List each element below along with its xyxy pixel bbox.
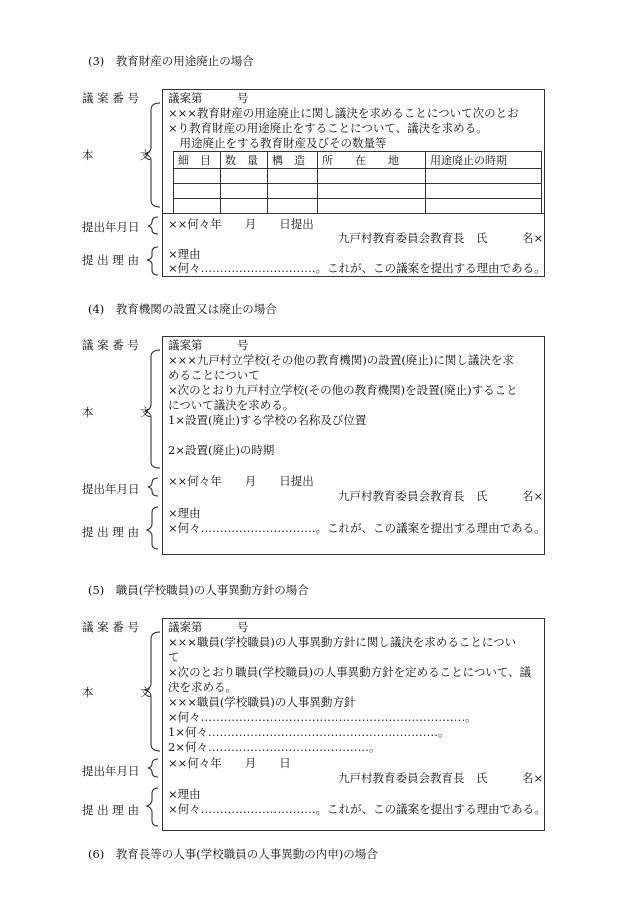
body-line: ×××九戸村立学校(その他の教育機関)の設置(廃止)に関し議決を求 (168, 353, 514, 367)
bracket-date-3 (148, 217, 158, 234)
body-line: ×次のとおり九戸村立学校(その他の教育機関)を設置(廃止)すること (168, 383, 518, 397)
body-line: について議決を求める。 (168, 398, 295, 412)
bill-number-line: 議案第 号 (168, 91, 249, 105)
label-body: 本 文 (82, 148, 151, 162)
column-header: 数 量 (221, 152, 268, 169)
body-line: 1×設置(廃止)する学校の名称及び位置 (168, 413, 367, 427)
label-number: 議 案 番 号 (82, 91, 139, 105)
body-line: 用途廃止をする教育財産及びその数量等 (168, 136, 387, 150)
label-date: 提出年月日 (82, 482, 140, 496)
column-header: 所 在 地 (318, 152, 426, 169)
body-line: ×何々……………………………………………………………。 (168, 710, 477, 724)
section-6-heading: (6) 教育長等の人事(学校職員の人事異動の内申)の場合 (88, 847, 378, 861)
label-number: 議 案 番 号 (82, 620, 139, 634)
label-reason: 提 出 理 由 (82, 525, 139, 539)
date-line: ××何々年 月 日提出 (168, 474, 314, 488)
reason-line: ×何々…………………………。これが、この議案を提出する理由である。 (168, 521, 546, 535)
body-line: ×××職員(学校職員)の人事異動方針 (168, 695, 356, 709)
property-table (173, 151, 542, 214)
date-line: ××何々年 月 日 (168, 756, 291, 770)
body-line: 決を求める。 (168, 680, 237, 694)
bill-number-line: 議案第 号 (168, 620, 249, 634)
reason-line: ×理由 (168, 787, 201, 801)
label-body: 本 文 (82, 405, 151, 419)
section-5-heading: (5) 職員(学校職員)の人事異動方針の場合 (88, 583, 309, 597)
body-line: 2×設置(廃止)の時期 (168, 443, 275, 457)
label-body: 本 文 (82, 685, 151, 699)
body-line: て (168, 650, 180, 664)
body-line: 1×何々……………………………………………………。 (168, 725, 450, 739)
table-header-row (174, 152, 542, 169)
reason-line: ×何々…………………………。これが、この議案を提出する理由である。 (168, 802, 546, 816)
table-row (174, 184, 542, 199)
signer-line: 九戸村教育委員会教育長 氏 名× (338, 489, 544, 503)
reason-line: ×何々…………………………。これが、この議案を提出する理由である。 (168, 261, 546, 275)
body-line: ×××教育財産の用途廃止に関し議決を求めることについて次のとお (168, 106, 519, 120)
section-4-heading: (4) 教育機関の設置又は廃止の場合 (88, 302, 277, 316)
label-reason: 提 出 理 由 (82, 803, 139, 817)
signer-line: 九戸村教育委員会教育長 氏 名× (338, 771, 544, 785)
section-3-heading: (3) 教育財産の用途廃止の場合 (88, 54, 254, 68)
label-number: 議 案 番 号 (82, 338, 139, 352)
bracket-reason-4 (147, 507, 158, 549)
date-line: ××何々年 月 日提出 (168, 217, 314, 231)
body-line: 2×何々……………………………………。 (168, 740, 381, 754)
body-line: ×××職員(学校職員)の人事異動方針に関し議決を求めることについ (168, 635, 517, 649)
body-line: めることについて (168, 368, 260, 382)
column-header: 細 目 (174, 152, 221, 169)
signer-line: 九戸村教育委員会教育長 氏 名× (338, 231, 544, 245)
body-line: ×り教育財産の用途廃止をすることについて、議決を求める。 (168, 121, 488, 135)
column-header: 構 造 (268, 152, 318, 169)
table-row (174, 199, 542, 214)
reason-line: ×理由 (168, 247, 201, 261)
label-date: 提出年月日 (82, 220, 140, 234)
bracket-reason-3 (147, 247, 158, 275)
bracket-date-4 (148, 478, 158, 496)
body-line: ×次のとおり職員(学校職員)の人事異動方針を定めることについて、議 (168, 665, 532, 679)
bracket-reason-5 (147, 788, 158, 826)
reason-line: ×理由 (168, 506, 201, 520)
bill-number-line: 議案第 号 (168, 338, 249, 352)
label-date: 提出年月日 (82, 764, 140, 778)
table-row (174, 169, 542, 184)
bracket-date-5 (148, 759, 158, 777)
column-header: 用途廃止の時期 (426, 152, 542, 169)
label-reason: 提 出 理 由 (82, 253, 139, 267)
